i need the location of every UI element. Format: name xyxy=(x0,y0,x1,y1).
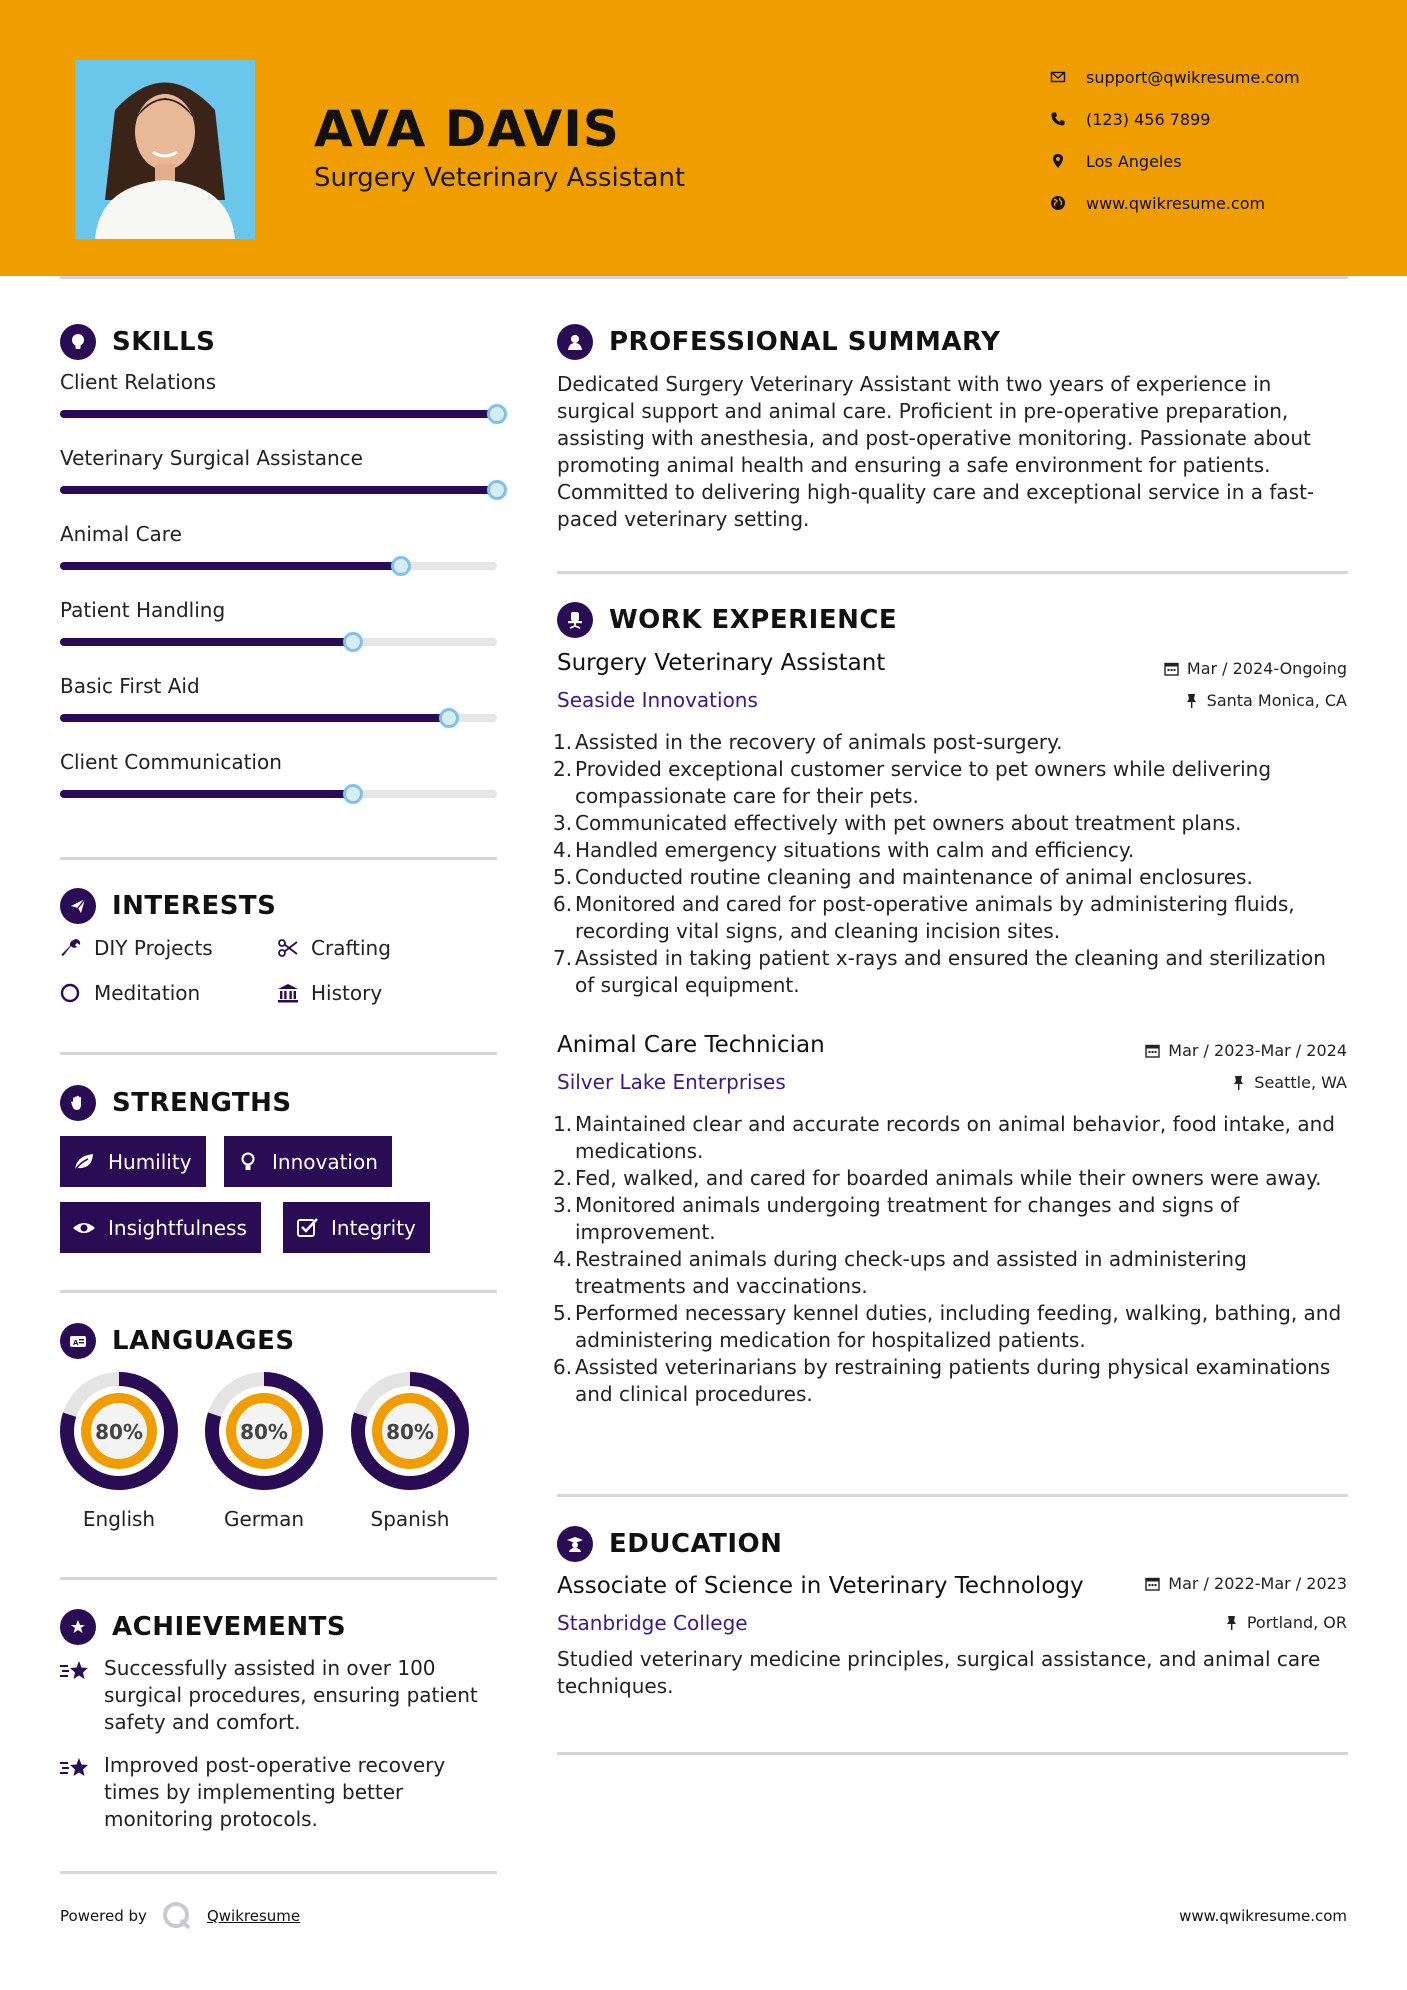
location-text: Los Angeles xyxy=(1086,151,1182,171)
star-badge-icon xyxy=(60,1609,96,1645)
skill-bar-fill xyxy=(60,790,353,798)
strength-label: Integrity xyxy=(331,1215,416,1240)
envelope-icon xyxy=(1050,67,1086,87)
job-location xyxy=(1231,1073,1347,1092)
interest-item xyxy=(277,936,391,960)
scissors-icon xyxy=(277,937,311,959)
school-name: Stanbridge College xyxy=(557,1611,748,1635)
language-item xyxy=(348,1369,472,1531)
education-heading xyxy=(557,1526,782,1562)
bullet-text: Conducted routine cleaning and maintenance of animal enclosures. xyxy=(575,865,1253,889)
strength-label: Innovation xyxy=(272,1149,378,1174)
interests-divider xyxy=(60,1052,497,1055)
job-bullet xyxy=(553,729,1347,756)
skill-bar xyxy=(60,790,497,798)
language-icon xyxy=(60,1323,96,1359)
bullet-number: 2. xyxy=(553,757,573,781)
footer-website[interactable]: www.qwikresume.com xyxy=(1179,1907,1347,1925)
skill-bar-handle xyxy=(439,708,459,728)
job-bullet xyxy=(553,945,1347,999)
phone-icon xyxy=(1050,109,1086,129)
bullet-text: Restrained animals during check-ups and assisted in administering treatments and vaccinations. xyxy=(575,1247,1247,1298)
interest-label: DIY Projects xyxy=(94,936,213,960)
candidate-role: Surgery Veterinary Assistant xyxy=(314,163,686,193)
lightbulb-icon xyxy=(60,324,96,360)
skills-title: SKILLS xyxy=(112,327,216,357)
skill-item xyxy=(60,674,497,722)
skill-item xyxy=(60,370,497,418)
eye-icon xyxy=(72,1216,96,1240)
bullet-text: Assisted in taking patient x-rays and ensured the cleaning and sterilization of surgical equipment. xyxy=(575,946,1326,997)
achievements-title: ACHIEVEMENTS xyxy=(112,1612,347,1642)
skills-divider xyxy=(60,857,497,860)
language-item xyxy=(202,1369,326,1531)
circle-icon xyxy=(60,982,94,1004)
summary-text: Dedicated Surgery Veterinary Assistant with two years of experience in surgical support and animal care. Proficient in pre-operative preparation, assisting with anesthesia, and post-operative monitoring. Passionate about promoting animal health and ensuring a safe environment for patients. Committed to delivering high-quality care and exceptional service in a fast-paced veterinary setting. xyxy=(557,372,1315,531)
globe-icon xyxy=(1050,193,1086,213)
skill-label: Client Relations xyxy=(60,370,217,394)
job-bullet xyxy=(553,837,1347,864)
bullet-number: 4. xyxy=(553,838,573,862)
bullet-number: 2. xyxy=(553,1166,573,1190)
language-percent: 80% xyxy=(240,1420,288,1444)
footer-powered-by xyxy=(60,1900,300,1932)
paper-plane-icon xyxy=(60,888,96,924)
job-location xyxy=(1184,691,1347,710)
svg-text:A: A xyxy=(73,1339,79,1347)
bullet-number: 5. xyxy=(553,865,573,889)
language-name: German xyxy=(223,1507,305,1531)
experience-heading xyxy=(557,602,897,638)
calendar-icon xyxy=(1145,1576,1160,1591)
job-bullet xyxy=(553,1246,1347,1300)
education-date xyxy=(1145,1574,1347,1593)
education-location xyxy=(1224,1613,1347,1632)
skill-bar xyxy=(60,486,497,494)
interest-label: Meditation xyxy=(94,981,201,1005)
interest-item xyxy=(60,936,213,960)
qwikresume-link[interactable]: Qwikresume xyxy=(206,1907,301,1925)
contact-location xyxy=(1050,140,1300,182)
job-bullet xyxy=(553,810,1347,837)
skill-item xyxy=(60,598,497,646)
job-company: Seaside Innovations xyxy=(557,688,758,712)
language-ring xyxy=(202,1369,326,1493)
language-percent: 80% xyxy=(95,1420,143,1444)
bullet-text: Monitored and cared for post-operative animals by administering fluids, recording vital signs, and cleaning incision sites. xyxy=(575,892,1295,943)
interest-item xyxy=(277,981,382,1005)
achievements-heading xyxy=(60,1609,346,1645)
skill-bar xyxy=(60,562,497,570)
achievement-text: Successfully assisted in over 100 surgical procedures, ensuring patient safety and comfort. xyxy=(104,1656,478,1734)
job-bullet xyxy=(553,1354,1347,1408)
museum-icon xyxy=(277,982,311,1004)
summary-heading xyxy=(557,324,1000,360)
skill-bar-handle xyxy=(343,632,363,652)
bullet-number: 6. xyxy=(553,892,573,916)
education-title: EDUCATION xyxy=(609,1529,783,1559)
language-percent: 80% xyxy=(386,1420,434,1444)
language-item xyxy=(57,1369,181,1531)
interests-heading xyxy=(60,888,276,924)
job-bullet xyxy=(553,864,1347,891)
bullet-number: 1. xyxy=(553,730,573,754)
bullet-number: 1. xyxy=(553,1112,573,1136)
strength-badge xyxy=(60,1202,261,1253)
skill-label: Patient Handling xyxy=(60,598,226,622)
job-bullet xyxy=(553,891,1347,945)
job-date xyxy=(1164,659,1347,678)
job-date-text: Mar / 2023-Mar / 2024 xyxy=(1168,1041,1347,1060)
header-divider xyxy=(60,276,1348,279)
achievements-divider xyxy=(60,1871,497,1874)
bullet-number: 6. xyxy=(553,1355,573,1379)
hand-icon xyxy=(60,1085,96,1121)
language-name: Spanish xyxy=(370,1507,450,1531)
bullet-text: Assisted veterinarians by restraining patients during physical examinations and clinical procedures. xyxy=(575,1355,1331,1406)
language-ring xyxy=(57,1369,181,1493)
strength-label: Humility xyxy=(108,1149,192,1174)
portrait-image xyxy=(75,60,255,239)
interest-item xyxy=(60,981,200,1005)
map-pin-icon xyxy=(1050,151,1086,171)
job-bullets xyxy=(553,1111,1347,1408)
pushpin-icon xyxy=(1224,1615,1239,1630)
job-title: Animal Care Technician xyxy=(557,1032,825,1058)
job-date-text: Mar / 2024-Ongoing xyxy=(1186,659,1347,678)
bullet-text: Performed necessary kennel duties, including feeding, walking, bathing, and administering medication for hospitalized patients. xyxy=(575,1301,1342,1352)
experience-divider xyxy=(557,1494,1348,1497)
job-bullet xyxy=(553,756,1347,810)
achievement-item xyxy=(60,1655,497,1736)
strength-badge xyxy=(283,1202,430,1253)
strength-label: Insightfulness xyxy=(108,1215,247,1240)
bullet-number: 5. xyxy=(553,1301,573,1325)
languages-heading xyxy=(60,1323,295,1359)
strengths-heading xyxy=(60,1085,292,1121)
skill-label: Basic First Aid xyxy=(60,674,200,698)
skill-bar-handle xyxy=(391,556,411,576)
skill-bar-fill xyxy=(60,562,401,570)
bullet-text: Provided exceptional customer service to pet owners while delivering compassionate care for their pets. xyxy=(575,757,1272,808)
skill-bar xyxy=(60,410,497,418)
job-company: Silver Lake Enterprises xyxy=(557,1070,786,1094)
job-bullet xyxy=(553,1165,1347,1192)
phone-text: (123) 456 7899 xyxy=(1086,109,1211,129)
bullet-text: Maintained clear and accurate records on animal behavior, food intake, and medications. xyxy=(575,1112,1335,1163)
contact-phone[interactable] xyxy=(1050,98,1300,140)
strength-badge xyxy=(224,1136,392,1187)
qwikresume-logo-icon xyxy=(161,1900,193,1932)
interests-title: INTERESTS xyxy=(112,891,277,921)
interest-label: Crafting xyxy=(311,936,391,960)
skills-heading xyxy=(60,324,215,360)
pushpin-icon xyxy=(1231,1075,1246,1090)
leaf-icon xyxy=(72,1150,96,1174)
achievement-text: Improved post-operative recovery times by implementing better monitoring protocols. xyxy=(104,1753,446,1831)
email-text: support@qwikresume.com xyxy=(1086,67,1300,87)
experience-title: WORK EXPERIENCE xyxy=(609,605,898,635)
languages-divider xyxy=(60,1577,497,1580)
graduate-icon xyxy=(557,1526,593,1562)
education-date-text: Mar / 2022-Mar / 2023 xyxy=(1168,1574,1347,1593)
website-text: www.qwikresume.com xyxy=(1086,193,1266,213)
shooting-star-icon xyxy=(60,1655,104,1736)
user-icon xyxy=(557,324,593,360)
contact-website[interactable] xyxy=(1050,182,1300,224)
profile-photo xyxy=(75,60,255,239)
bullet-number: 3. xyxy=(553,1193,573,1217)
bullet-text: Assisted in the recovery of animals post-surgery. xyxy=(575,730,1063,754)
job-bullet xyxy=(553,1300,1347,1354)
skill-bar-fill xyxy=(60,714,449,722)
wrench-icon xyxy=(60,937,94,959)
skill-label: Animal Care xyxy=(60,522,182,546)
languages-title: LANGUAGES xyxy=(112,1326,295,1356)
job-title: Surgery Veterinary Assistant xyxy=(557,650,886,676)
candidate-name: AVA DAVIS xyxy=(314,100,620,158)
summary-divider xyxy=(557,571,1348,574)
bullet-text: Monitored animals undergoing treatment for changes and signs of improvement. xyxy=(575,1193,1240,1244)
skill-bar-fill xyxy=(60,638,353,646)
skill-label: Client Communication xyxy=(60,750,282,774)
bullet-text: Fed, walked, and cared for boarded animals while their owners were away. xyxy=(575,1166,1322,1190)
bullet-text: Handled emergency situations with calm and efficiency. xyxy=(575,838,1135,862)
summary-title: PROFESSIONAL SUMMARY xyxy=(609,327,1001,357)
degree-title: Associate of Science in Veterinary Technology xyxy=(557,1573,1084,1599)
language-name: English xyxy=(82,1507,156,1531)
calendar-icon xyxy=(1145,1043,1160,1058)
strengths-divider xyxy=(60,1290,497,1293)
resume-header xyxy=(0,0,1407,276)
language-ring xyxy=(348,1369,472,1493)
calendar-icon xyxy=(1164,661,1179,676)
lightbulb-icon xyxy=(236,1150,260,1174)
skill-bar xyxy=(60,638,497,646)
skill-bar-handle xyxy=(487,480,507,500)
skill-bar-handle xyxy=(343,784,363,804)
checkbox-icon xyxy=(295,1216,319,1240)
pushpin-icon xyxy=(1184,693,1199,708)
contact-list xyxy=(1050,56,1300,224)
contact-email[interactable] xyxy=(1050,56,1300,98)
skill-bar-fill xyxy=(60,486,497,494)
skill-label: Veterinary Surgical Assistance xyxy=(60,446,363,470)
education-location-text: Portland, OR xyxy=(1246,1613,1347,1632)
job-bullet xyxy=(553,1111,1347,1165)
strength-badge xyxy=(60,1136,206,1187)
education-description: Studied veterinary medicine principles, surgical assistance, and animal care techniques. xyxy=(557,1647,1321,1698)
powered-by-text: Powered by xyxy=(60,1907,147,1925)
bullet-number: 7. xyxy=(553,946,573,970)
skill-item xyxy=(60,750,497,798)
education-divider xyxy=(557,1752,1348,1755)
job-location-text: Seattle, WA xyxy=(1254,1073,1347,1092)
bullet-text: Communicated effectively with pet owners about treatment plans. xyxy=(575,811,1242,835)
skill-bar xyxy=(60,714,497,722)
shooting-star-icon xyxy=(60,1752,104,1833)
skill-item xyxy=(60,522,497,570)
interest-label: History xyxy=(311,981,383,1005)
job-bullets xyxy=(553,729,1347,999)
job-location-text: Santa Monica, CA xyxy=(1206,691,1347,710)
skill-bar-handle xyxy=(487,404,507,424)
office-chair-icon xyxy=(557,602,593,638)
strengths-title: STRENGTHS xyxy=(112,1088,292,1118)
skill-bar-fill xyxy=(60,410,497,418)
bullet-number: 3. xyxy=(553,811,573,835)
job-date xyxy=(1145,1041,1347,1060)
bullet-number: 4. xyxy=(553,1247,573,1271)
job-bullet xyxy=(553,1192,1347,1246)
achievement-item xyxy=(60,1752,497,1833)
skill-item xyxy=(60,446,497,494)
